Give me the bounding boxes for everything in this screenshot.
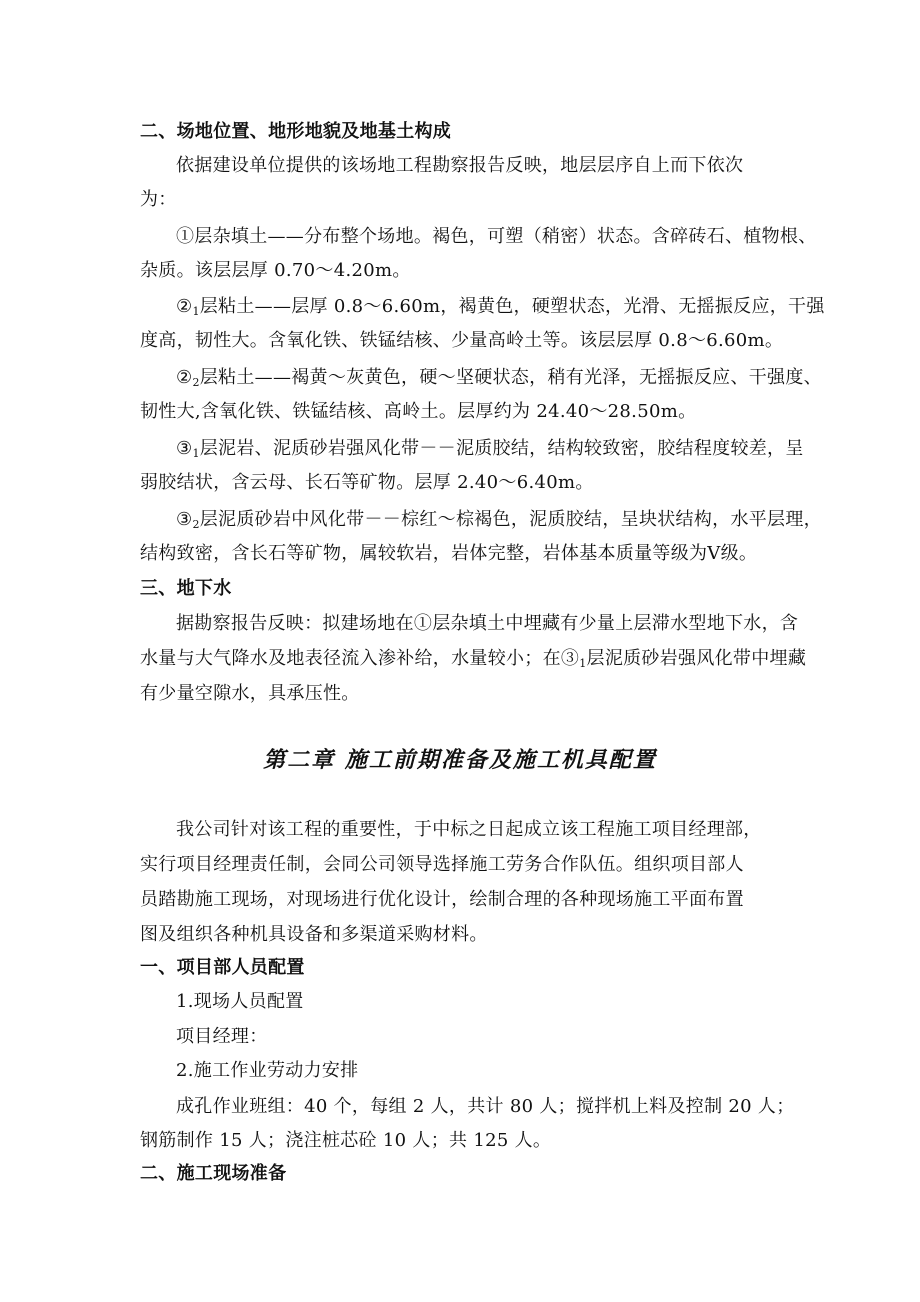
section-heading-groundwater: 三、地下水 [140,578,232,599]
layer-subscript: 2 [192,376,200,389]
paragraph-line: 结构致密，含长石等矿物，属较软岩，岩体完整，岩体基本质量等级为Ⅴ级。 [140,543,758,564]
paragraph-line: 据勘察报告反映：拟建场地在①层杂填土中埋藏有少量上层滞水型地下水，含 [176,613,799,634]
section-heading-site-location: 二、场地位置、地形地貌及地基土构成 [140,121,452,142]
layer-subscript: 1 [579,657,587,670]
paragraph-line [176,366,822,390]
paragraph-line: 韧性大,含氧化铁、铁锰结核、高岭土。层厚约为 24.40～28.50m。 [140,401,697,422]
paragraph-line: 钢筋制作 15 人；浇注桩芯砼 10 人；共 125 人。 [140,1130,552,1151]
paragraph-text: 层泥质砂岩强风化带中埋藏 [586,648,807,669]
list-item: 1.现场人员配置 [176,991,304,1012]
list-item: 2.施工作业劳动力安排 [176,1060,359,1081]
paragraph-line: 弱胶结状，含云母、长石等矿物。层厚 2.40～6.40m。 [140,472,594,493]
paragraph-text: 层泥质砂岩中风化带－－棕红～棕褐色，泥质胶结，呈块状结构，水平层理， [199,509,822,530]
paragraph-line [176,295,825,319]
paragraph-text: 层泥岩、泥质砂岩强风化带－－泥质胶结，结构较致密，胶结程度较差，呈 [199,438,804,459]
paragraph-line: 成孔作业班组：40 个，每组 2 人，共计 80 人；搅拌机上料及控制 20 人； [176,1096,795,1117]
paragraph-line: 有少量空隙水，具承压性。 [140,683,360,704]
section-heading-staff: 一、项目部人员配置 [140,957,305,978]
paragraph-line: ①层杂填土——分布整个场地。褐色，可塑（稍密）状态。含碎砖石、植物根、 [176,226,817,247]
layer-subscript: 2 [192,518,200,531]
layer-marker: ③ [176,438,193,459]
paragraph-text: 层粘土——褐黄～灰黄色，硬～坚硬状态，稍有光泽，无摇振反应、干强度、 [199,367,822,388]
paragraph-line [176,508,822,532]
paragraph-line: 实行项目经理责任制，会同公司领导选择施工劳务合作队伍。组织项目部人 [140,854,744,875]
layer-marker: ② [176,367,193,388]
paragraph-text: 层粘土——层厚 0.8～6.60m，褐黄色，硬塑状态，光滑、无摇振反应，干强 [199,296,825,317]
chapter-title: 第二章 施工前期准备及施工机具配置 [263,748,657,773]
paragraph-line: 依据建设单位提供的该场地工程勘察报告反映，地层层序自上而下依次 [176,155,744,176]
paragraph-line [176,437,804,461]
paragraph-line: 员踏勘施工现场，对现场进行优化设计，绘制合理的各种现场施工平面布置 [140,889,744,910]
layer-marker: ③ [176,509,193,530]
paragraph-text: 水量与大气降水及地表径流入渗补给，水量较小；在③ [140,648,580,669]
layer-subscript: 1 [192,447,200,460]
paragraph-line: 为： [140,189,177,210]
list-item: 项目经理： [176,1026,268,1047]
paragraph-line [140,647,806,671]
paragraph-line: 图及组织各种机具设备和多渠道采购材料。 [140,924,488,945]
section-heading-site-prep: 二、施工现场准备 [140,1163,287,1184]
paragraph-line: 我公司针对该工程的重要性，于中标之日起成立该工程施工项目经理部， [176,819,762,840]
paragraph-line: 杂质。该层层厚 0.70～4.20m。 [140,260,411,281]
layer-marker: ② [176,296,193,317]
layer-subscript: 1 [192,305,200,318]
paragraph-line: 度高，韧性大。含氧化铁、铁锰结核、少量高岭土等。该层层厚 0.8～6.60m。 [140,330,784,351]
